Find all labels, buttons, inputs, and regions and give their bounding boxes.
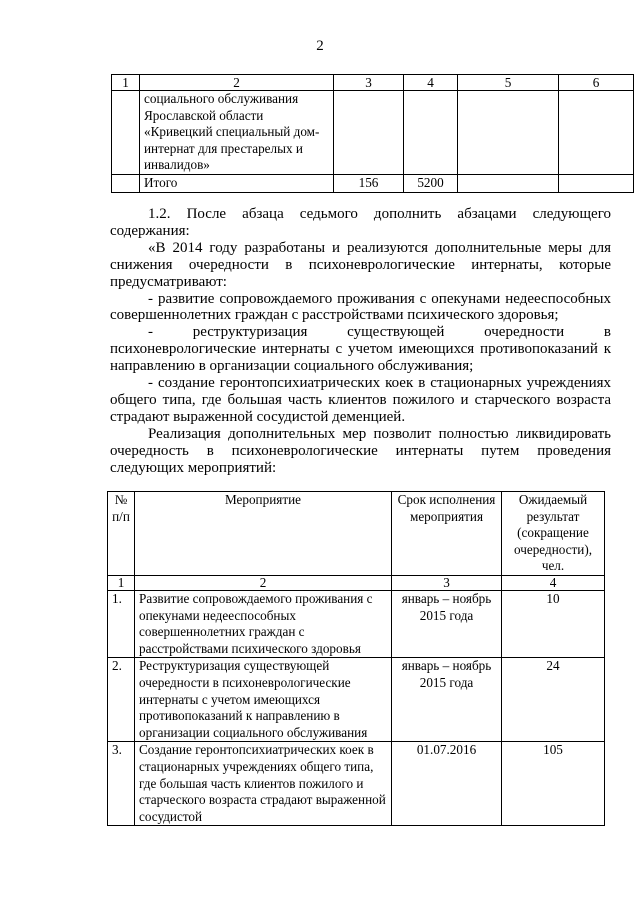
table-cell	[112, 174, 140, 192]
row-number: 1.	[108, 590, 135, 657]
paragraph: - создание геронтопсихиатрических коек в стационарных учреждениях общего типа, где большая часть клиентов пожилого и старческого возраста страдают выраженной сосудистой деменцией.	[110, 375, 611, 425]
table1-col-number: 2	[140, 75, 334, 91]
table-row	[112, 91, 634, 175]
table-row	[108, 742, 605, 826]
table1-col-number: 3	[334, 75, 404, 91]
table1-col-number: 1	[112, 75, 140, 91]
table-cell	[112, 91, 140, 175]
header-result: Ожидаемый результат (сокращение очередности), чел.	[502, 492, 605, 576]
term-cell: 01.07.2016	[392, 742, 502, 826]
header-number: № п/п	[108, 492, 135, 576]
result-cell: 105	[502, 742, 605, 826]
paragraph: «В 2014 году разработаны и реализуются дополнительные меры для снижения очередности в психоневрологические интернаты, которые предусматривают:	[110, 239, 611, 290]
table2-header-row	[108, 492, 605, 576]
header-term: Срок исполнения мероприятия	[392, 492, 502, 576]
table2-col-number: 1	[108, 575, 135, 590]
allocation-table-continued	[111, 74, 634, 193]
table1-col-number: 5	[458, 75, 559, 91]
result-cell: 24	[502, 658, 605, 742]
table1-col-number: 6	[559, 75, 634, 91]
row-number: 3.	[108, 742, 135, 826]
table-cell	[458, 174, 559, 192]
total-row	[112, 174, 634, 192]
paragraph: - реструктуризация существующей очередности в психоневрологические интернаты с учетом имеющихся противопоказаний к направлению в организации социального обслуживания;	[110, 324, 611, 375]
total-value: 156	[334, 174, 404, 192]
paragraph: - развитие сопровождаемого проживания с опекунами недееспособных совершеннолетних граждан с расстройствами психического здоровья;	[110, 290, 611, 324]
page-number: 2	[316, 38, 324, 54]
term-cell: январь – ноябрь 2015 года	[392, 658, 502, 742]
measures-table	[107, 491, 605, 826]
table-cell	[559, 91, 634, 175]
activity-cell: Развитие сопровождаемого проживания с опекунами недееспособных совершеннолетних граждан с расстройствами психического здоровья	[135, 590, 392, 657]
header-activity: Мероприятие	[135, 492, 392, 576]
table2-column-numbers-row	[108, 575, 605, 590]
amendment-text	[110, 206, 611, 477]
table-cell	[458, 91, 559, 175]
table2-col-number: 2	[135, 575, 392, 590]
activity-cell: Реструктуризация существующей очередности в психоневрологические интернаты с учетом имеющихся противопоказаний к направлению в организации социального обслуживания	[135, 658, 392, 742]
paragraph: 1.2. После абзаца седьмого дополнить абзацами следующего содержания:	[110, 206, 611, 239]
table-cell	[334, 91, 404, 175]
table-row	[108, 658, 605, 742]
result-cell: 10	[502, 590, 605, 657]
paragraph: Реализация дополнительных мер позволит полностью ликвидировать очередность в психоневрологические интернаты путем проведения следующих мероприятий:	[110, 425, 611, 476]
activity-cell: Создание геронтопсихиатрических коек в стационарных учреждениях общего типа, где большая часть клиентов пожилого и старческого возраста страдают выраженной сосудистой	[135, 742, 392, 826]
total-label: Итого	[140, 174, 334, 192]
table2-col-number: 4	[502, 575, 605, 590]
table2-col-number: 3	[392, 575, 502, 590]
table-row	[108, 590, 605, 657]
institution-name-cell: социального обслуживания Ярославской области «Кривецкий специальный дом-интернат для престарелых и инвалидов»	[140, 91, 334, 175]
table1-col-number: 4	[404, 75, 458, 91]
table-cell	[404, 91, 458, 175]
term-cell: январь – ноябрь 2015 года	[392, 590, 502, 657]
table1-column-numbers-row	[112, 75, 634, 91]
row-number: 2.	[108, 658, 135, 742]
total-value: 5200	[404, 174, 458, 192]
table-cell	[559, 174, 634, 192]
